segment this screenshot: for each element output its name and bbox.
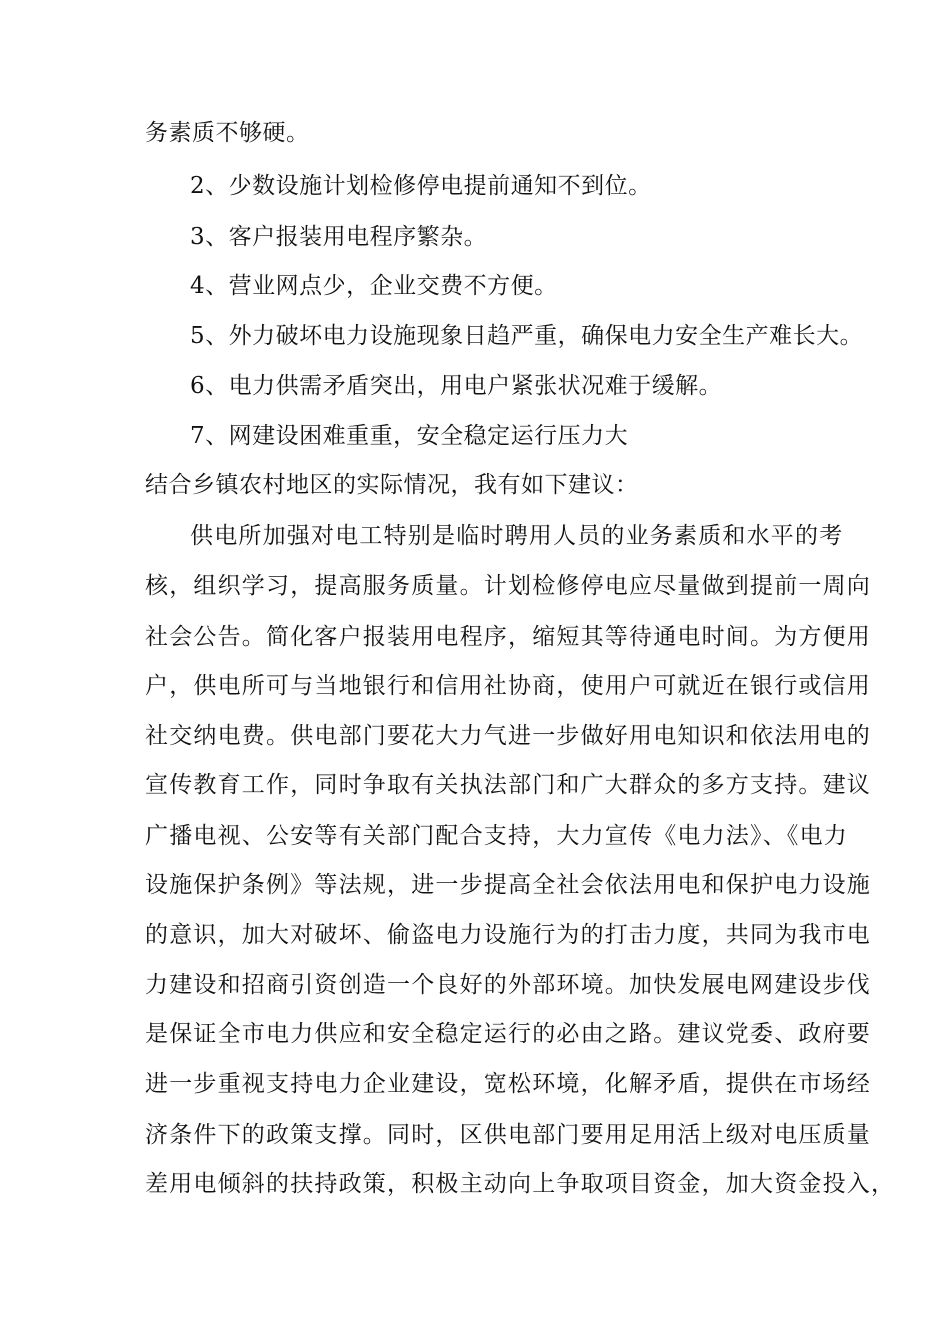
suggestion-intro: 结合乡镇农村地区的实际情况，我有如下建议： xyxy=(145,472,639,498)
suggestion-paragraph-line: 户，供电所可与当地银行和信用社协商，使用户可就近在银行或信用 xyxy=(145,673,871,699)
suggestion-paragraph-line: 宣传教育工作，同时争取有关执法部门和广大群众的多方支持。建议 xyxy=(145,772,871,798)
suggestion-paragraph-line: 进一步重视支持电力企业建设，宽松环境，化解矛盾，提供在市场经 xyxy=(145,1071,871,1097)
suggestion-paragraph-line: 广播电视、公安等有关部门配合支持，大力宣传《电力法》、《电力 xyxy=(145,823,848,849)
suggestion-paragraph-line: 供电所加强对电工特别是临时聘用人员的业务素质和水平的考 xyxy=(190,523,844,549)
paragraph-continuation: 务素质不够硬。 xyxy=(145,120,310,146)
issue-item-3: 3、客户报装用电程序繁杂。 xyxy=(190,224,488,250)
suggestion-paragraph-line: 济条件下的政策支撑。同时，区供电部门要用足用活上级对电压质量 xyxy=(145,1122,871,1148)
issue-item-7: 7、网建设困难重重，安全稳定运行压力大 xyxy=(190,423,629,449)
suggestion-paragraph-line: 力建设和招商引资创造一个良好的外部环境。加快发展电网建设步伐 xyxy=(145,972,871,998)
issue-item-5: 5、外力破坏电力设施现象日趋严重，确保电力安全生产难长大。 xyxy=(190,323,864,349)
suggestion-paragraph-line: 核，组织学习，提高服务质量。计划检修停电应尽量做到提前一周向 xyxy=(145,573,871,599)
issue-item-6: 6、电力供需矛盾突出，用电户紧张状况难于缓解。 xyxy=(190,373,723,399)
suggestion-paragraph-line: 社会公告。简化客户报装用电程序，缩短其等待通电时间。为方便用 xyxy=(145,624,871,650)
issue-item-2: 2、少数设施计划检修停电提前通知不到位。 xyxy=(190,173,652,199)
suggestion-paragraph-line: 差用电倾斜的扶持政策，积极主动向上争取项目资金，加大资金投入， xyxy=(145,1171,896,1197)
suggestion-paragraph-line: 是保证全市电力供应和安全稳定运行的必由之路。建议党委、政府要 xyxy=(145,1021,871,1047)
suggestion-paragraph-line: 设施保护条例》等法规，进一步提高全社会依法用电和保护电力设施 xyxy=(145,872,871,898)
suggestion-paragraph-line: 社交纳电费。供电部门要花大力气进一步做好用电知识和依法用电的 xyxy=(145,723,871,749)
issue-item-4: 4、营业网点少，企业交费不方便。 xyxy=(190,273,558,299)
suggestion-paragraph-line: 的意识，加大对破坏、偷盗电力设施行为的打击力度，共同为我市电 xyxy=(145,922,871,948)
